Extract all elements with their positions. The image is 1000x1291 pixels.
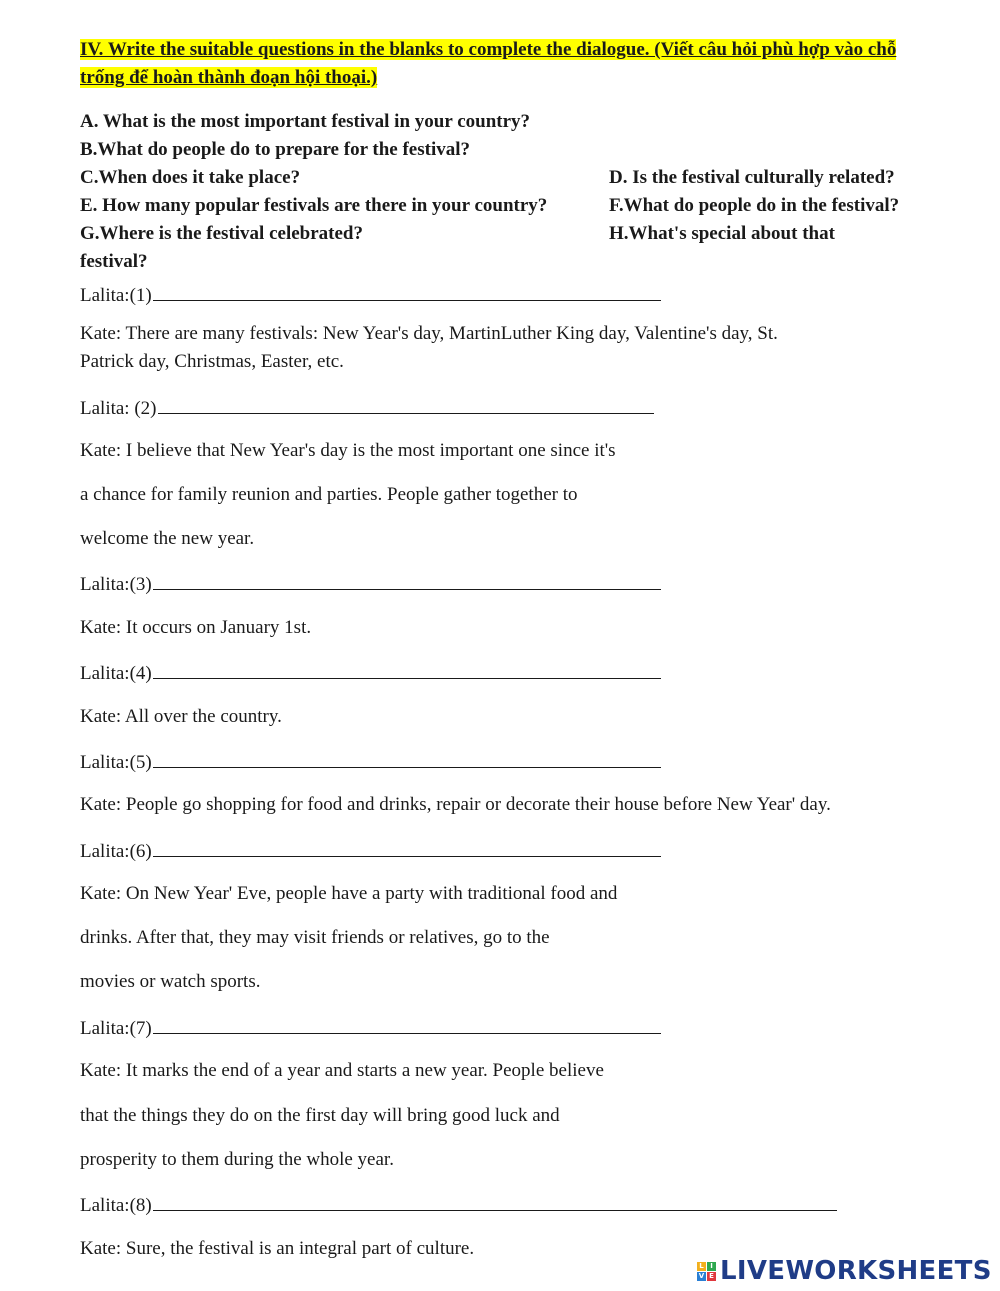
kate-line-1b: Patrick day, Christmas, Easter, etc. <box>80 351 344 372</box>
answer-blank-2[interactable] <box>158 393 654 414</box>
kate-line-4: Kate: All over the country. <box>80 706 282 727</box>
option-f: F.What do people do in the festival? <box>609 195 900 216</box>
option-d: D. Is the festival culturally related? <box>609 167 895 188</box>
option-e: E. How many popular festivals are there in your country? <box>80 195 548 216</box>
exercise-heading-text: IV. Write the suitable questions in the blanks to complete the dialogue. (Viết câu hỏi phù hợp vào chỗ trống để hoàn thành đoạn hội thoại.) <box>80 39 897 88</box>
lalita-line-4 <box>80 658 661 688</box>
logo-block-l: L <box>697 1262 706 1271</box>
logo-block-e: E <box>707 1272 716 1281</box>
lalita-line-1 <box>80 280 661 310</box>
answer-blank-7[interactable] <box>153 1013 661 1034</box>
kate-line-6a: Kate: On New Year' Eve, people have a party with traditional food and <box>80 883 618 904</box>
kate-line-8: Kate: Sure, the festival is an integral part of culture. <box>80 1238 475 1259</box>
lalita-line-8 <box>80 1190 837 1220</box>
answer-blank-3[interactable] <box>153 569 661 590</box>
lalita-line-2 <box>80 393 654 423</box>
answer-blank-6[interactable] <box>153 836 661 857</box>
answer-blank-1[interactable] <box>153 280 661 301</box>
answer-blank-4[interactable] <box>153 658 661 679</box>
option-h-continued: festival? <box>80 251 148 272</box>
lalita-label-8: Lalita:(8) <box>80 1195 152 1216</box>
lalita-label-4: Lalita:(4) <box>80 663 152 684</box>
answer-blank-8[interactable] <box>153 1190 837 1211</box>
lalita-label-1: Lalita:(1) <box>80 285 152 306</box>
kate-line-7a: Kate: It marks the end of a year and starts a new year. People believe <box>80 1060 604 1081</box>
lalita-label-3: Lalita:(3) <box>80 574 152 595</box>
kate-line-6b: drinks. After that, they may visit friends or relatives, go to the <box>80 927 550 948</box>
logo-icon <box>697 1262 716 1281</box>
kate-line-2a: Kate: I believe that New Year's day is the most important one since it's <box>80 440 616 461</box>
liveworksheets-logo <box>697 1251 997 1291</box>
lalita-label-7: Lalita:(7) <box>80 1018 152 1039</box>
kate-line-3: Kate: It occurs on January 1st. <box>80 617 312 638</box>
lalita-line-7 <box>80 1013 661 1043</box>
option-c: C.When does it take place? <box>80 167 301 188</box>
logo-block-i: I <box>707 1262 716 1271</box>
logo-block-v: V <box>698 1271 705 1280</box>
kate-line-7c: prosperity to them during the whole year. <box>80 1149 394 1170</box>
lalita-line-3 <box>80 569 661 599</box>
option-h: H.What's special about that <box>609 223 835 244</box>
lalita-line-5 <box>80 747 661 777</box>
kate-line-2b: a chance for family reunion and parties. People gather together to <box>80 484 578 505</box>
option-g: G.Where is the festival celebrated? <box>80 223 363 244</box>
option-a: A. What is the most important festival in your country? <box>80 111 531 132</box>
kate-line-1a: Kate: There are many festivals: New Year's day, MartinLuther King day, Valentine's day, St. <box>80 323 778 344</box>
kate-line-7b: that the things they do on the first day will bring good luck and <box>80 1105 560 1126</box>
exercise-heading <box>80 36 930 92</box>
kate-line-5: Kate: People go shopping for food and drinks, repair or decorate their house before New Year' day. <box>80 794 831 815</box>
logo-text: LIVEWORKSHEETS <box>720 1256 992 1286</box>
kate-line-6c: movies or watch sports. <box>80 971 261 992</box>
answer-blank-5[interactable] <box>153 747 661 768</box>
lalita-label-2: Lalita: (2) <box>80 398 157 419</box>
option-b: B.What do people do to prepare for the festival? <box>80 139 471 160</box>
lalita-label-6: Lalita:(6) <box>80 841 152 862</box>
kate-line-2c: welcome the new year. <box>80 528 255 549</box>
lalita-label-5: Lalita:(5) <box>80 752 152 773</box>
lalita-line-6 <box>80 836 661 866</box>
